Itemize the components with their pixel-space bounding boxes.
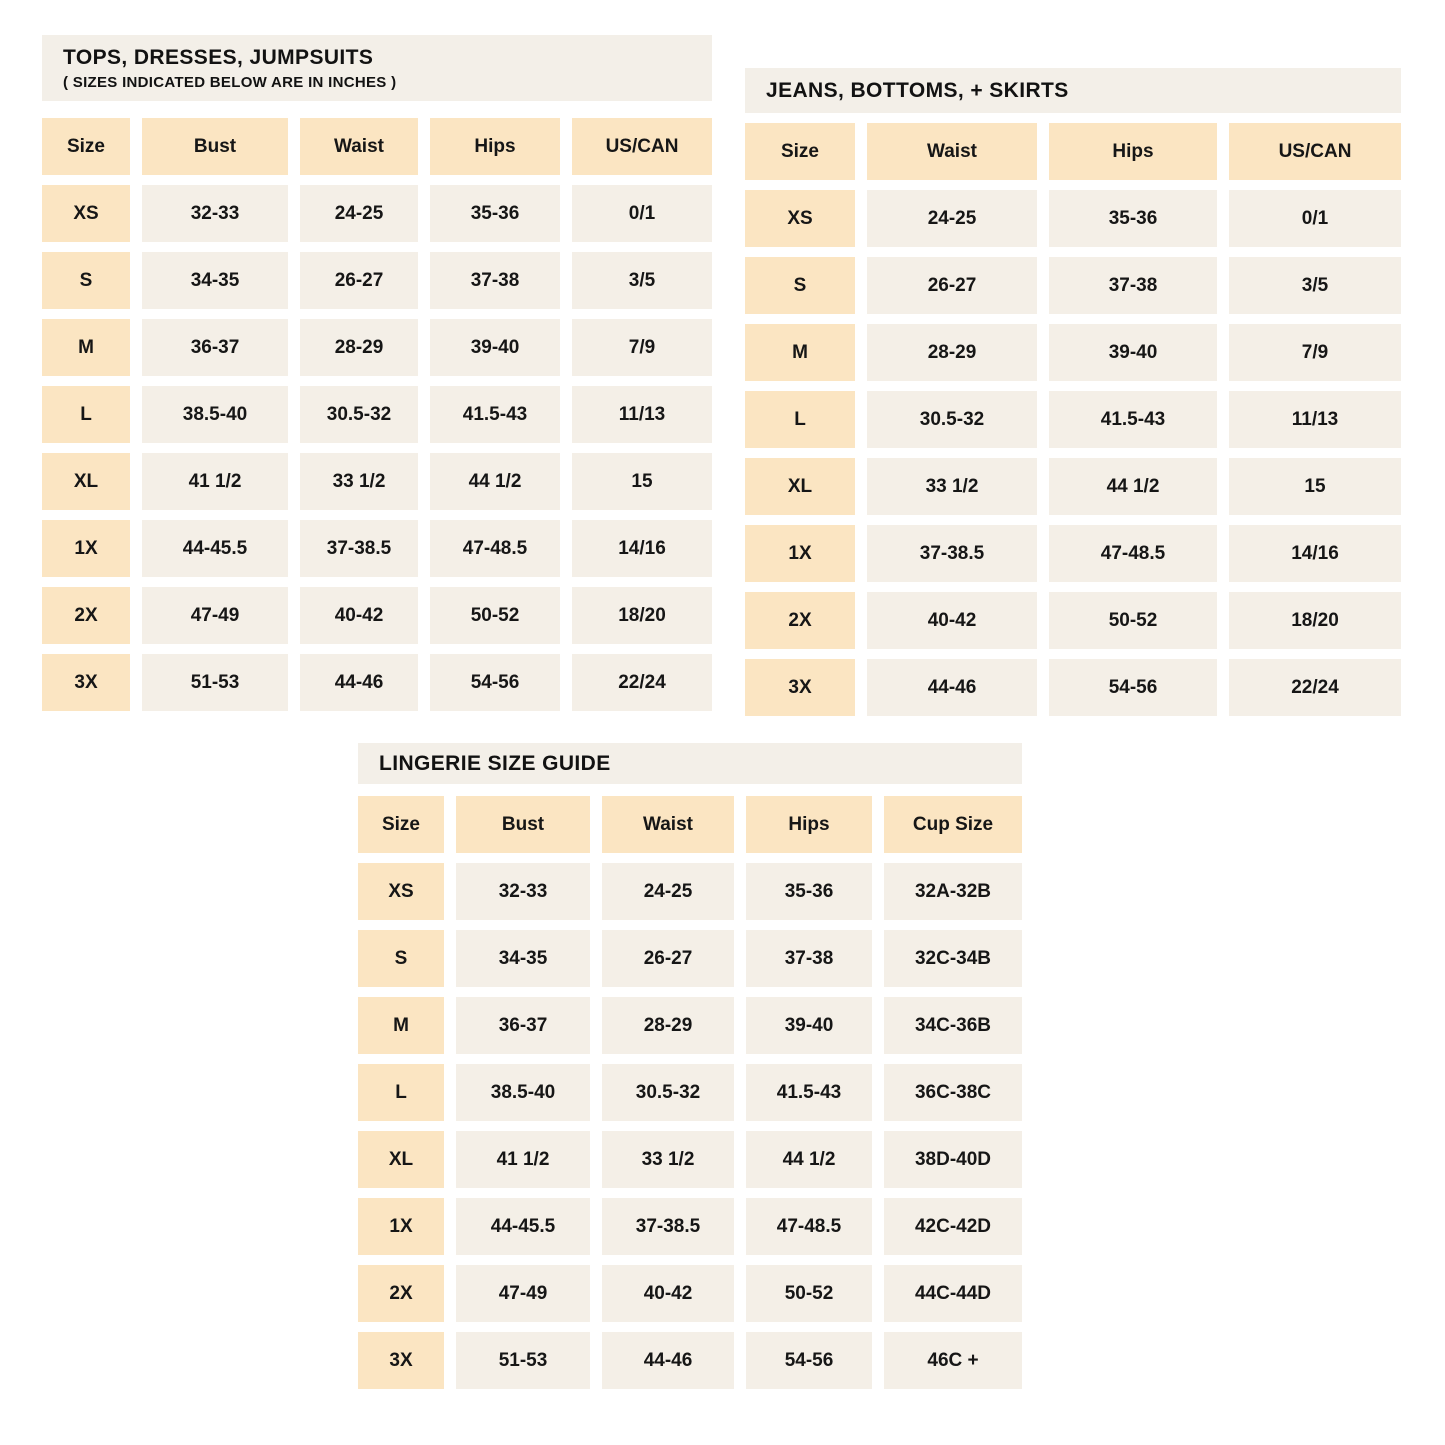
value-cell: 44 1/2	[1049, 458, 1217, 515]
value-cell: 34-35	[142, 252, 288, 309]
lingerie-title-banner	[358, 743, 1022, 784]
value-cell: 46C +	[884, 1332, 1022, 1389]
value-cell: 40-42	[867, 592, 1037, 649]
header-cell: Bust	[456, 796, 590, 853]
value-cell: 28-29	[300, 319, 418, 376]
header-cell: US/CAN	[572, 118, 712, 175]
value-cell: 14/16	[572, 520, 712, 577]
value-cell: 26-27	[867, 257, 1037, 314]
jeans-title: JEANS, BOTTOMS, + SKIRTS	[766, 78, 1069, 102]
header-cell: Size	[42, 118, 130, 175]
value-cell: 54-56	[1049, 659, 1217, 716]
size-cell: 2X	[42, 587, 130, 644]
jeans-title-banner	[745, 68, 1401, 113]
value-cell: 39-40	[1049, 324, 1217, 381]
lingerie-title: LINGERIE SIZE GUIDE	[379, 751, 611, 775]
value-cell: 32C-34B	[884, 930, 1022, 987]
value-cell: 14/16	[1229, 525, 1401, 582]
value-cell: 37-38	[1049, 257, 1217, 314]
size-cell: 1X	[745, 525, 855, 582]
tops-dresses-jumpsuits-table	[42, 35, 712, 711]
value-cell: 11/13	[572, 386, 712, 443]
header-cell: Cup Size	[884, 796, 1022, 853]
value-cell: 44 1/2	[430, 453, 560, 510]
value-cell: 15	[1229, 458, 1401, 515]
value-cell: 30.5-32	[300, 386, 418, 443]
value-cell: 41.5-43	[746, 1064, 872, 1121]
size-cell: XS	[745, 190, 855, 247]
lingerie-table-grid	[358, 796, 1022, 1389]
value-cell: 0/1	[572, 185, 712, 242]
value-cell: 35-36	[746, 863, 872, 920]
value-cell: 41.5-43	[1049, 391, 1217, 448]
value-cell: 26-27	[602, 930, 734, 987]
value-cell: 33 1/2	[300, 453, 418, 510]
value-cell: 38.5-40	[456, 1064, 590, 1121]
tops-subtitle: ( SIZES INDICATED BELOW ARE IN INCHES )	[63, 73, 397, 91]
value-cell: 44-45.5	[456, 1198, 590, 1255]
value-cell: 44-46	[300, 654, 418, 711]
value-cell: 41.5-43	[430, 386, 560, 443]
value-cell: 44 1/2	[746, 1131, 872, 1188]
size-cell: XL	[358, 1131, 444, 1188]
value-cell: 39-40	[430, 319, 560, 376]
size-cell: L	[358, 1064, 444, 1121]
size-cell: 3X	[42, 654, 130, 711]
value-cell: 0/1	[1229, 190, 1401, 247]
value-cell: 37-38	[746, 930, 872, 987]
value-cell: 37-38.5	[300, 520, 418, 577]
value-cell: 38D-40D	[884, 1131, 1022, 1188]
tops-title-banner	[42, 35, 712, 101]
value-cell: 24-25	[300, 185, 418, 242]
tops-title: TOPS, DRESSES, JUMPSUITS	[63, 45, 374, 69]
value-cell: 51-53	[142, 654, 288, 711]
value-cell: 22/24	[1229, 659, 1401, 716]
value-cell: 44-46	[867, 659, 1037, 716]
value-cell: 11/13	[1229, 391, 1401, 448]
value-cell: 50-52	[1049, 592, 1217, 649]
header-cell: Waist	[867, 123, 1037, 180]
value-cell: 37-38.5	[867, 525, 1037, 582]
lingerie-size-guide-table	[358, 743, 1022, 1389]
value-cell: 40-42	[300, 587, 418, 644]
value-cell: 35-36	[430, 185, 560, 242]
value-cell: 44C-44D	[884, 1265, 1022, 1322]
value-cell: 47-48.5	[430, 520, 560, 577]
value-cell: 32-33	[456, 863, 590, 920]
value-cell: 34-35	[456, 930, 590, 987]
value-cell: 54-56	[430, 654, 560, 711]
value-cell: 22/24	[572, 654, 712, 711]
tops-table-grid	[42, 118, 712, 711]
value-cell: 47-49	[142, 587, 288, 644]
value-cell: 42C-42D	[884, 1198, 1022, 1255]
header-cell: Size	[745, 123, 855, 180]
header-cell: Size	[358, 796, 444, 853]
value-cell: 7/9	[572, 319, 712, 376]
header-cell: Waist	[602, 796, 734, 853]
value-cell: 36-37	[142, 319, 288, 376]
size-cell: 3X	[745, 659, 855, 716]
value-cell: 50-52	[746, 1265, 872, 1322]
value-cell: 30.5-32	[602, 1064, 734, 1121]
value-cell: 37-38	[430, 252, 560, 309]
value-cell: 26-27	[300, 252, 418, 309]
header-cell: Waist	[300, 118, 418, 175]
value-cell: 36-37	[456, 997, 590, 1054]
value-cell: 40-42	[602, 1265, 734, 1322]
value-cell: 54-56	[746, 1332, 872, 1389]
value-cell: 24-25	[867, 190, 1037, 247]
value-cell: 47-48.5	[746, 1198, 872, 1255]
value-cell: 15	[572, 453, 712, 510]
size-cell: S	[745, 257, 855, 314]
value-cell: 24-25	[602, 863, 734, 920]
value-cell: 47-49	[456, 1265, 590, 1322]
size-cell: XL	[745, 458, 855, 515]
value-cell: 3/5	[572, 252, 712, 309]
size-cell: XS	[358, 863, 444, 920]
size-cell: M	[745, 324, 855, 381]
size-cell: XL	[42, 453, 130, 510]
value-cell: 41 1/2	[456, 1131, 590, 1188]
value-cell: 36C-38C	[884, 1064, 1022, 1121]
size-cell: XS	[42, 185, 130, 242]
value-cell: 28-29	[867, 324, 1037, 381]
jeans-bottoms-skirts-table	[745, 68, 1401, 716]
value-cell: 32A-32B	[884, 863, 1022, 920]
size-cell: 3X	[358, 1332, 444, 1389]
size-cell: 2X	[358, 1265, 444, 1322]
size-cell: L	[745, 391, 855, 448]
header-cell: Hips	[746, 796, 872, 853]
size-cell: 1X	[358, 1198, 444, 1255]
value-cell: 37-38.5	[602, 1198, 734, 1255]
value-cell: 3/5	[1229, 257, 1401, 314]
header-cell: US/CAN	[1229, 123, 1401, 180]
size-cell: M	[42, 319, 130, 376]
value-cell: 18/20	[1229, 592, 1401, 649]
size-cell: 1X	[42, 520, 130, 577]
header-cell: Hips	[1049, 123, 1217, 180]
size-cell: S	[42, 252, 130, 309]
jeans-table-grid	[745, 123, 1401, 716]
header-cell: Bust	[142, 118, 288, 175]
value-cell: 47-48.5	[1049, 525, 1217, 582]
header-cell: Hips	[430, 118, 560, 175]
size-cell: L	[42, 386, 130, 443]
value-cell: 28-29	[602, 997, 734, 1054]
size-cell: 2X	[745, 592, 855, 649]
value-cell: 35-36	[1049, 190, 1217, 247]
value-cell: 18/20	[572, 587, 712, 644]
value-cell: 33 1/2	[867, 458, 1037, 515]
value-cell: 32-33	[142, 185, 288, 242]
value-cell: 7/9	[1229, 324, 1401, 381]
value-cell: 39-40	[746, 997, 872, 1054]
size-cell: M	[358, 997, 444, 1054]
value-cell: 34C-36B	[884, 997, 1022, 1054]
value-cell: 33 1/2	[602, 1131, 734, 1188]
value-cell: 51-53	[456, 1332, 590, 1389]
size-cell: S	[358, 930, 444, 987]
value-cell: 44-46	[602, 1332, 734, 1389]
value-cell: 30.5-32	[867, 391, 1037, 448]
value-cell: 41 1/2	[142, 453, 288, 510]
value-cell: 50-52	[430, 587, 560, 644]
value-cell: 44-45.5	[142, 520, 288, 577]
value-cell: 38.5-40	[142, 386, 288, 443]
